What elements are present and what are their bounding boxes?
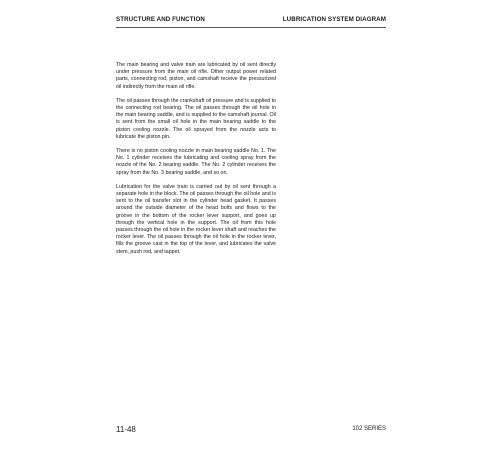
page-number: 11-48 [116,425,136,434]
paragraph-1: The main bearing and valve train are lubricated by oil sent directly under pressure from the main oil rifle. Other output power related parts, connecting rod, piston, and camshaft receive the pressurized oil indirectly from the main oil rifle. [116,62,276,90]
body-text [116,62,276,263]
page-header [116,16,386,26]
series-label: 102 SERIES [352,426,386,432]
paragraph-2: The oil passes through the crankshaft oil pressure and is supplied to the connecting rod bearing. The oil passes through the oil hole in the main bearing saddle, and is supplied to the camshaft journal. Oil is sent from the small oil hole in the main bearing saddle to the piston cooling nozzle. The oil sprayed from the nozzle acts to lubricate the piston pin. [116,97,276,140]
paragraph-3: There is no piston cooling nozzle in main bearing saddle No. 1. The No. 1 cylinder receives the lubricating and cooling spray from the nozzle of the No. 2 bearing saddle. The No. 2 cylinder receives the spray from the No. 3 bearing saddle, and so on. [116,148,276,176]
page-footer [116,425,386,435]
chapter-title: LUBRICATION SYSTEM DIAGRAM [282,16,386,23]
section-title: STRUCTURE AND FUNCTION [116,16,205,23]
header-rule [116,27,386,28]
paragraph-4: Lubrication for the valve train is carried out by oil sent through a separate hole in the block. The oil passes through the oil hole and is sent to the oil transfer slot in the cylinder head gasket. It passes around the outside diameter of the head bolts and flows to the groove in the bottom of the rocker lever support, and goes up through the vertical hole in the support. The oil from this hole passes through the oil hole in the rocker lever shaft and reaches the rocker lever. The oil passes through the oil hole in the rocker lever, fills the groove cast in the top of the lever, and lubricates the valve stem, push rod, and tappet. [116,183,276,255]
